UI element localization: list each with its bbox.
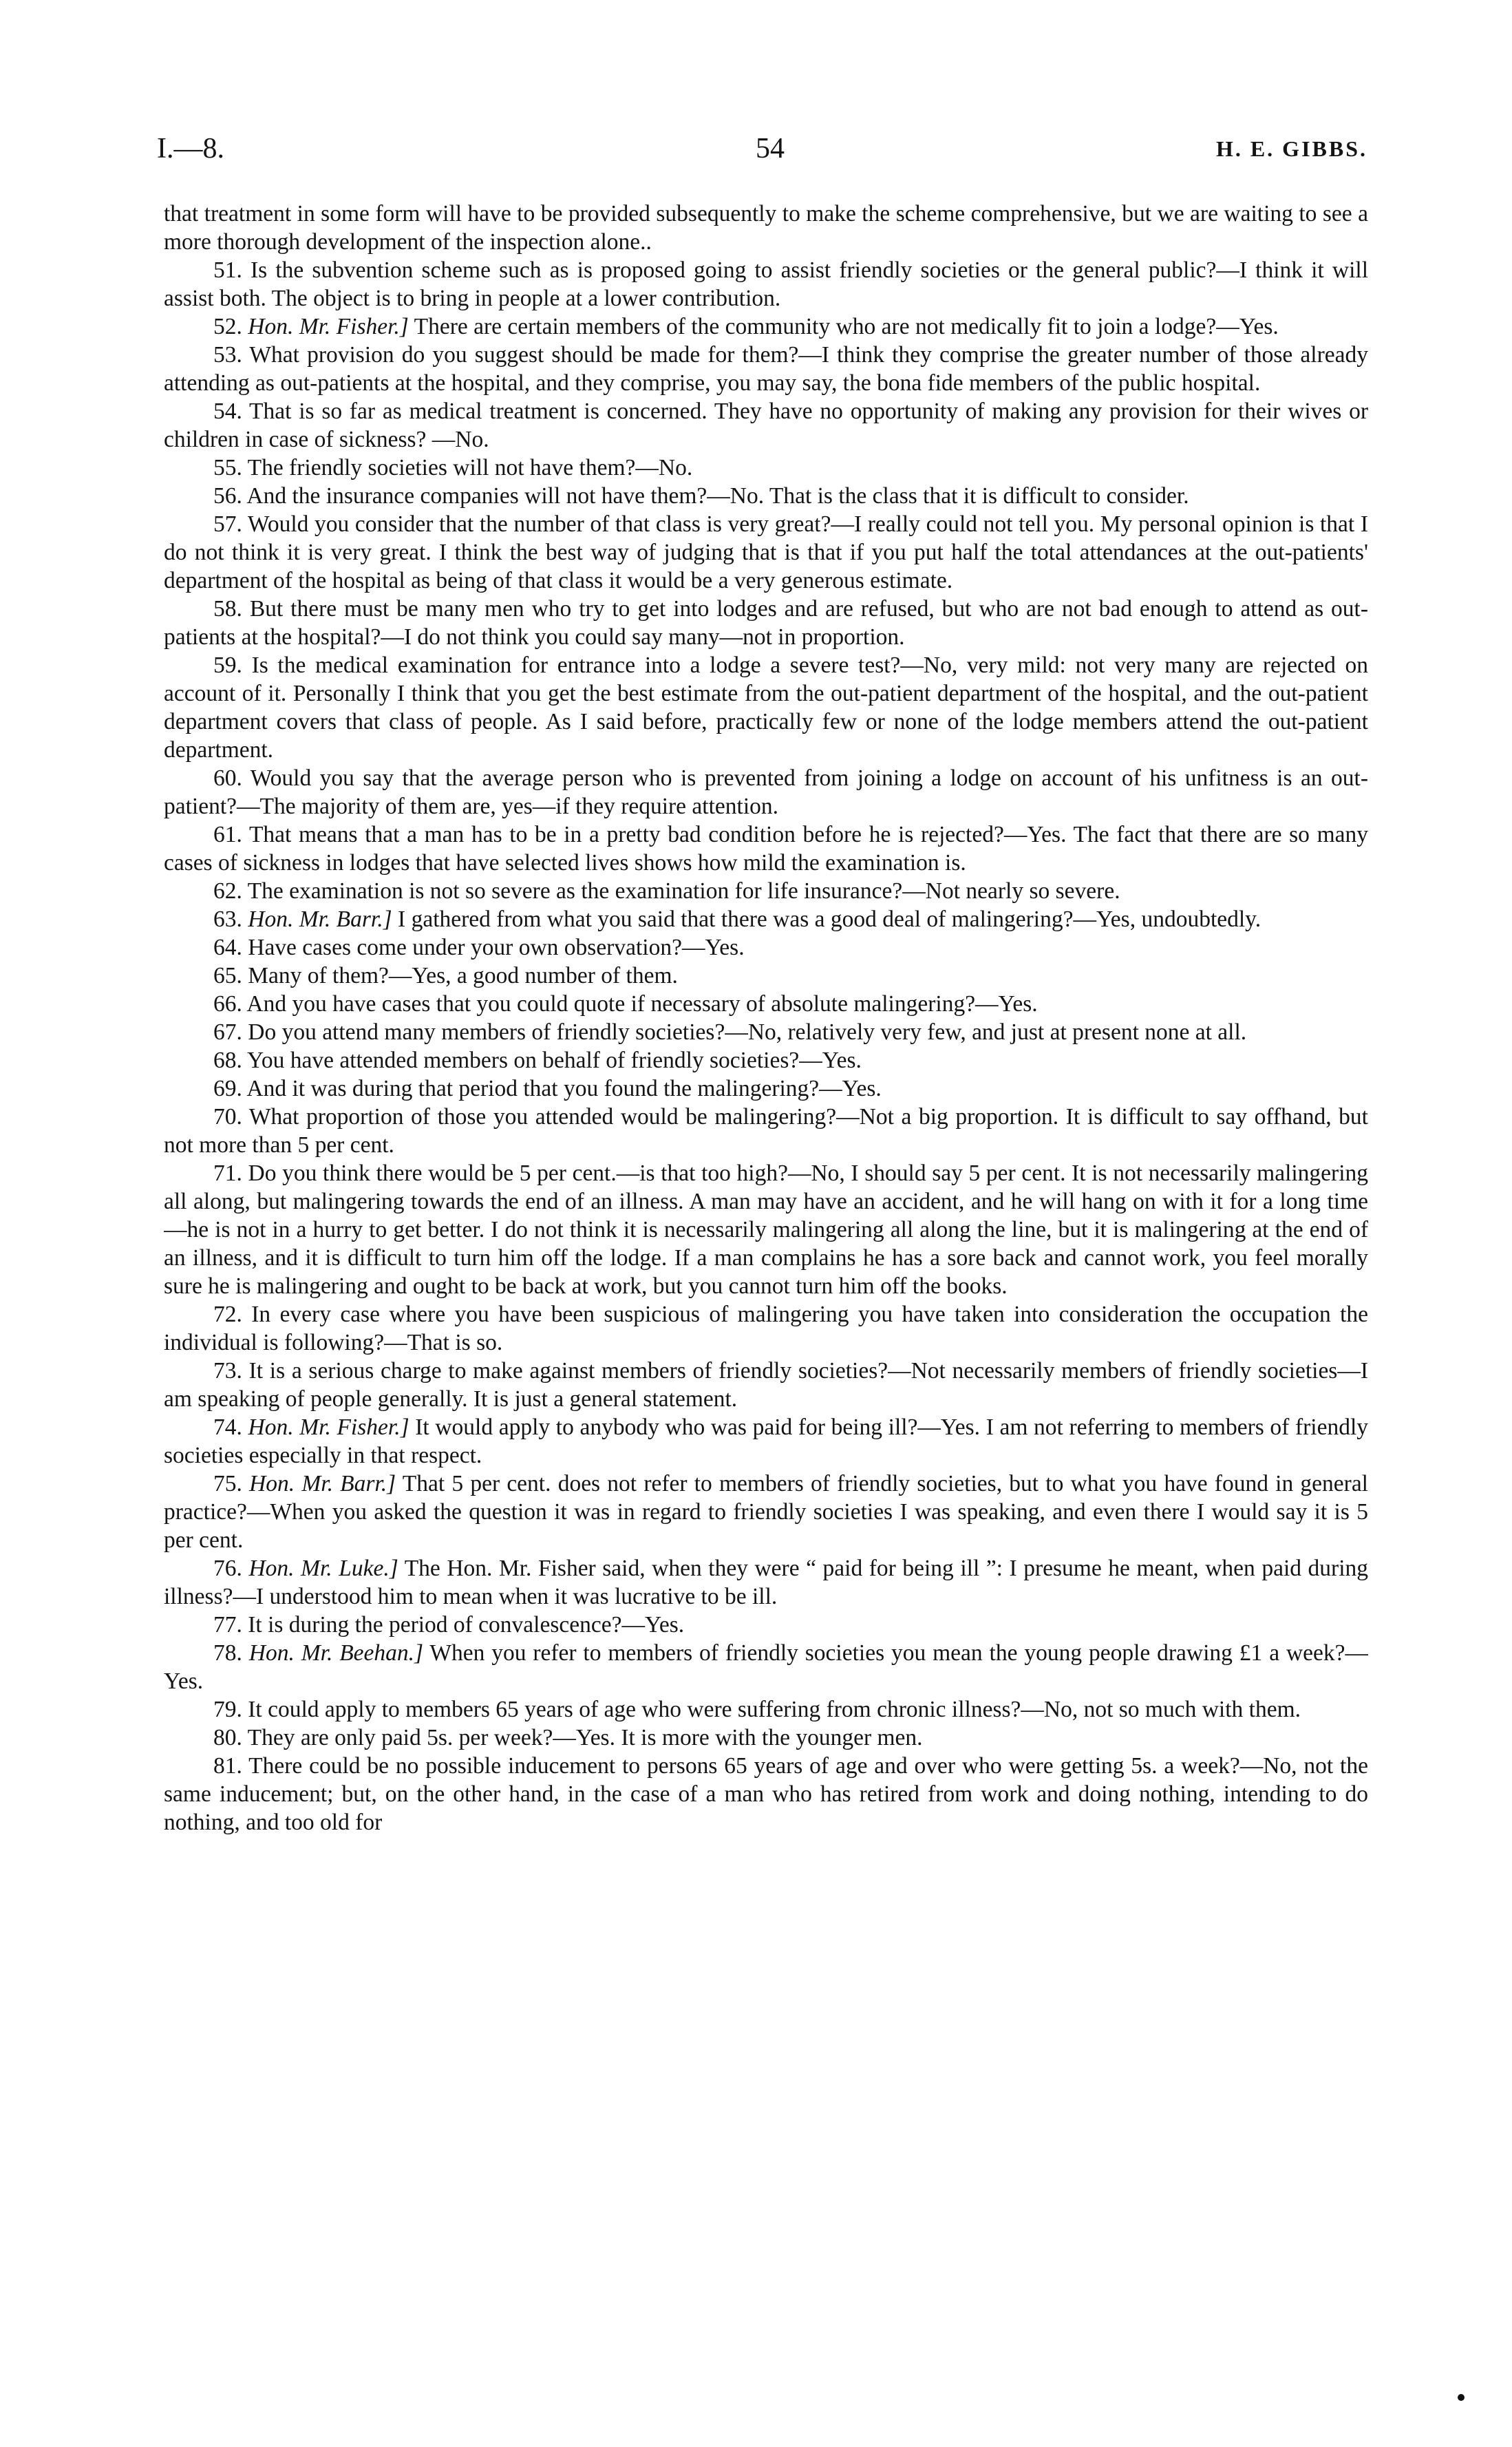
paragraph-text: That means that a man has to be in a pretty bad condition before he is rejected?—Yes. The fact that there are so many cases of sickness in lodges that have selected lives shows how mild the examination is. — [164, 822, 1368, 876]
paragraph-text: Do you think there would be 5 per cent.—is that too high?—No, I should say 5 per cent. It is not necessarily malingering all along, but malingering towards the end of an illness. A man may have an accident, and he will hang on with it for a long time—he is not in a hurry to get better. I do not think it is necessarily malingering all along the line, but it is malingering at the end of an illness, and it is difficult to turn him off the lodge. If a man complains he has a sore back and cannot work, you feel morally sure he is malingering and ought to be back at work, but you cannot turn him off the books. — [164, 1161, 1368, 1299]
question-paragraph — [164, 764, 1368, 820]
question-paragraph — [164, 933, 1368, 962]
paragraph-text: Is the medical examination for entrance into a lodge a severe test?—No, very mild: not very many are rejected on account of it. Personally I think that you get the best estimate from the out-patient department of the hospital, and the out-patient department covers that class of people. As I said before, practically few or none of the lodge members attend the out-patient department. — [164, 653, 1368, 763]
speaker-label: Hon. Mr. Fisher.] — [248, 314, 409, 339]
paragraph-text: Would you say that the average person who is prevented from joining a lodge on account of his unfitness is an out-patient?—The majority of them are, yes—if they require attention. — [164, 765, 1368, 819]
question-number: 67. — [213, 1019, 242, 1045]
question-paragraph — [164, 1300, 1368, 1357]
paragraph-text: There are certain members of the community who are not medically fit to join a lodge?—Yes. — [414, 314, 1279, 339]
question-paragraph — [164, 651, 1368, 764]
question-number: 78. — [213, 1640, 242, 1666]
question-paragraph — [164, 1470, 1368, 1554]
page-number: 54 — [756, 133, 785, 165]
question-paragraph — [164, 1046, 1368, 1074]
paragraph-text: And the insurance companies will not have them?—No. That is the class that it is difficult to consider. — [246, 483, 1189, 509]
paragraph-text: They are only paid 5s. per week?—Yes. It is more with the younger men. — [247, 1725, 923, 1750]
question-paragraph — [164, 510, 1368, 595]
question-number: 66. — [213, 991, 242, 1017]
paragraph-text: Would you consider that the number of that class is very great?—I really could not tell you. My personal opinion is that I do not think it is very great. I think the best way of judging that is that if you put half the total attendances at the out-patients' department of the hospital as being of that class it would be a very generous estimate. — [164, 511, 1368, 593]
paragraph-text: Many of them?—Yes, a good number of them. — [248, 963, 678, 988]
question-number: 69. — [213, 1076, 242, 1101]
question-number: 75. — [213, 1471, 242, 1496]
speaker-label: Hon. Mr. Barr.] — [248, 907, 392, 932]
paragraph-text: I gathered from what you said that there was a good deal of malingering?—Yes, undoubtedly. — [398, 907, 1261, 932]
question-paragraph — [164, 905, 1368, 933]
print-mark-dot — [1458, 2394, 1465, 2401]
paragraph-text: What provision do you suggest should be made for them?—I think they comprise the greater number of those already attending as out-patients at the hospital, and they comprise, you may say, the bona fide members of the public hospital. — [164, 342, 1368, 396]
paragraph-text: In every case where you have been suspicious of malingering you have taken into consideration the occupation the individual is following?—That is so. — [164, 1302, 1368, 1355]
paragraph-text: That 5 per cent. does not refer to members of friendly societies, but to what you have found in general practice?—When you asked the question it was in regard to friendly societies I was speaking, and even there I would say it is 5 per cent. — [164, 1471, 1368, 1553]
question-number: 51. — [213, 257, 242, 283]
question-paragraph — [164, 1159, 1368, 1300]
speaker-label: Hon. Mr. Barr.] — [249, 1471, 396, 1496]
paragraph-text: And it was during that period that you found the malingering?—Yes. — [246, 1076, 882, 1101]
question-paragraph — [164, 990, 1368, 1018]
question-number: 60. — [213, 765, 242, 791]
question-paragraph — [164, 1695, 1368, 1724]
question-number: 74. — [213, 1415, 242, 1440]
question-number: 80. — [213, 1725, 242, 1750]
question-number: 68. — [213, 1048, 242, 1073]
paragraph-text: Do you attend many members of friendly societies?—No, relatively very few, and just at present none at all. — [248, 1019, 1247, 1045]
question-paragraph — [164, 595, 1368, 651]
paragraph-text: Have cases come under your own observation?—Yes. — [248, 935, 745, 960]
speaker-label: Hon. Mr. Fisher.] — [248, 1415, 409, 1440]
question-number: 72. — [213, 1302, 242, 1327]
question-paragraph — [164, 200, 1368, 256]
question-paragraph — [164, 877, 1368, 905]
question-paragraph — [164, 397, 1368, 454]
question-number: 63. — [213, 907, 242, 932]
question-number: 52. — [213, 314, 242, 339]
paper-reference: I.—8. — [157, 133, 224, 165]
question-number: 61. — [213, 822, 242, 847]
evidence-text — [164, 200, 1368, 1836]
speaker-label: Hon. Mr. Luke.] — [248, 1556, 398, 1581]
question-number: 53. — [213, 342, 242, 368]
question-number: 55. — [213, 455, 242, 480]
question-number: 70. — [213, 1104, 242, 1130]
question-paragraph — [164, 1724, 1368, 1752]
question-number: 64. — [213, 935, 242, 960]
question-paragraph — [164, 341, 1368, 397]
question-number: 76. — [213, 1556, 242, 1581]
question-paragraph — [164, 1103, 1368, 1159]
question-paragraph — [164, 1074, 1368, 1103]
paragraph-text: What proportion of those you attended would be malingering?—Not a big proportion. It is difficult to say offhand, but not more than 5 per cent. — [164, 1104, 1368, 1158]
paragraph-text: It could apply to members 65 years of age who were suffering from chronic illness?—No, not so much with them. — [248, 1697, 1301, 1722]
question-paragraph — [164, 1611, 1368, 1639]
question-paragraph — [164, 1554, 1368, 1611]
question-number: 81. — [213, 1753, 242, 1779]
paragraph-text: And you have cases that you could quote if necessary of absolute malingering?—Yes. — [246, 991, 1038, 1017]
paragraph-text: Is the subvention scheme such as is proposed going to assist friendly societies or the general public?—I think it will assist both. The object is to bring in people at a lower contribution. — [164, 257, 1368, 311]
question-paragraph — [164, 1357, 1368, 1413]
page-header — [157, 132, 1367, 173]
question-paragraph — [164, 820, 1368, 877]
question-paragraph — [164, 313, 1368, 341]
question-number: 54. — [213, 399, 242, 424]
paragraph-text: When you refer to members of friendly societies you mean the young people drawing £1 a week?—Yes. — [164, 1640, 1368, 1694]
paragraph-text: The Hon. Mr. Fisher said, when they were “ paid for being ill ”: I presume he meant, when paid during illness?—I understood him to mean when it was lucrative to be ill. — [164, 1556, 1368, 1609]
paragraph-text: But there must be many men who try to get into lodges and are refused, but who are not bad enough to attend as out-patients at the hospital?—I do not think you could say many—not in proportion. — [164, 596, 1368, 650]
question-number: 57. — [213, 511, 242, 537]
paragraph-text: It is during the period of convalescence?—Yes. — [248, 1612, 685, 1638]
paragraph-text: It would apply to anybody who was paid for being ill?—Yes. I am not referring to members of friendly societies especially in that respect. — [164, 1415, 1368, 1468]
question-number: 65. — [213, 963, 242, 988]
question-number: 58. — [213, 596, 242, 622]
paragraph-text: The friendly societies will not have them?—No. — [247, 455, 693, 480]
question-paragraph — [164, 1413, 1368, 1470]
question-paragraph — [164, 1639, 1368, 1695]
question-number: 77. — [213, 1612, 242, 1638]
question-paragraph — [164, 482, 1368, 510]
question-number: 56. — [213, 483, 242, 509]
paragraph-text: It is a serious charge to make against members of friendly societies?—Not necessarily members of friendly societies—I am speaking of people generally. It is just a general statement. — [164, 1358, 1368, 1412]
question-number: 79. — [213, 1697, 242, 1722]
speaker-label: Hon. Mr. Beehan.] — [248, 1640, 424, 1666]
question-number: 62. — [213, 878, 242, 904]
paragraph-text: You have attended members on behalf of friendly societies?—Yes. — [247, 1048, 862, 1073]
question-paragraph — [164, 454, 1368, 482]
question-number: 71. — [213, 1161, 242, 1186]
paragraph-text: That is so far as medical treatment is concerned. They have no opportunity of making any provision for their wives or children in case of sickness? —No. — [164, 399, 1368, 452]
paragraph-text: that treatment in some form will have to be provided subsequently to make the scheme comprehensive, but we are waiting to see a more thorough development of the inspection alone.. — [164, 201, 1368, 255]
question-paragraph — [164, 1752, 1368, 1836]
question-paragraph — [164, 256, 1368, 313]
paragraph-text: There could be no possible inducement to persons 65 years of age and over who were getting 5s. a week?—No, not the same inducement; but, on the other hand, in the case of a man who has retired from work and doing nothing, intending to do nothing, and too old for — [164, 1753, 1368, 1835]
question-number: 59. — [213, 653, 242, 678]
witness-name: H. E. GIBBS. — [1215, 136, 1367, 161]
question-paragraph — [164, 962, 1368, 990]
question-paragraph — [164, 1018, 1368, 1046]
question-number: 73. — [213, 1358, 242, 1384]
paragraph-text: The examination is not so severe as the examination for life insurance?—Not nearly so severe. — [247, 878, 1120, 904]
